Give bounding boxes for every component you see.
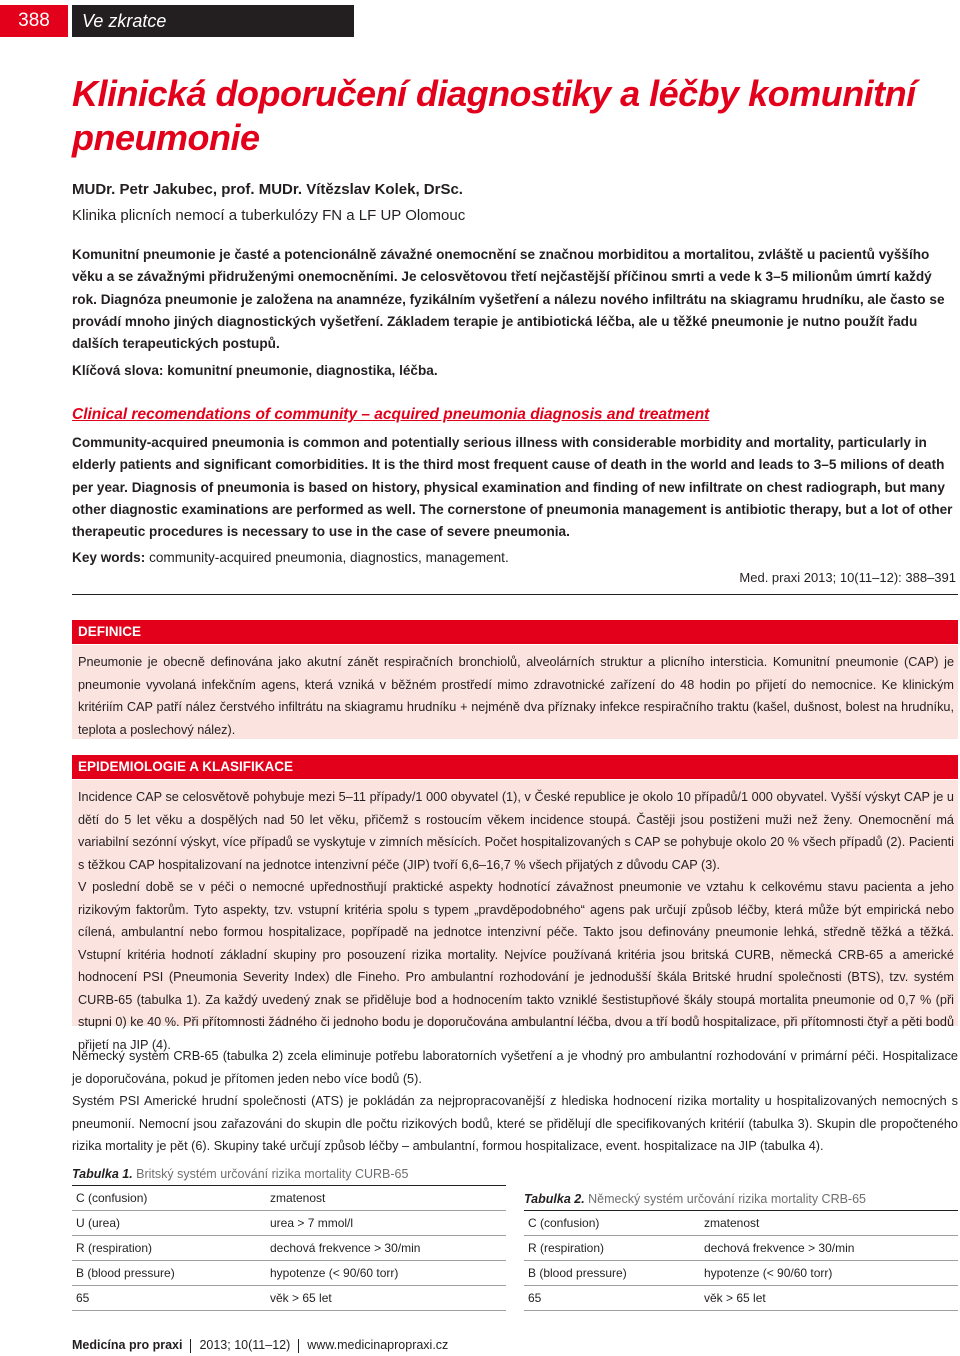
epidemiologie-paragraph-1: Incidence CAP se celosvětově pohybuje mezi 5–11 případy/1 000 obyvatel (1), v České republice je okolo 10 případů/1 000 obyvatel. Vyšší výskyt CAP je u dětí do 5 let věku a dospělých nad 50 let věku, přičemž s rostoucím věkem incidence stoupá. Častěji jsou postiženi muži než ženy. Onemocnění má variabilní sezónní výskyt, více případů se vyskytuje v zimních měsících. Počet hospitalizovaných s CAP se pohybuje okolo 20 % všech případů (2). Pacienti s těžkou CAP hospitalizovaní na jednotce intenzivní péče (JIP) tvoří 6,6–16,7 % všech přijatých z důvodu CAP (3). <box>78 790 954 872</box>
table-cell: hypotenze (< 90/60 torr) <box>266 1261 506 1286</box>
divider <box>72 594 958 595</box>
table-cell: 65 <box>524 1286 700 1311</box>
body-paragraph-1: Německý systém CRB-65 (tabulka 2) zcela eliminuje potřebu laboratorních vyšetření a je vhodný pro ambulantní rozhodování v primární péči. Hospitalizace je doporučována, pokud je přítomen jeden nebo více bodů (5). <box>72 1049 958 1086</box>
authors: MUDr. Petr Jakubec, prof. MUDr. Vítězslav Kolek, DrSc. <box>72 181 463 198</box>
table-row <box>524 1211 958 1236</box>
table-cell: věk > 65 let <box>266 1286 506 1311</box>
affiliation: Klinika plicních nemocí a tuberkulózy FN a LF UP Olomouc <box>72 207 466 224</box>
table-cell: U (urea) <box>72 1211 266 1236</box>
footer-journal: Medicína pro praxi <box>72 1338 183 1352</box>
table-cell: zmatenost <box>266 1186 506 1211</box>
article-title: Klinická doporučení diagnostiky a léčby komunitní pneumonie <box>72 73 916 158</box>
section-heading-definice: DEFINICE <box>72 620 958 644</box>
footer-separator <box>190 1339 191 1353</box>
body-text <box>72 1045 958 1158</box>
table-cell: 65 <box>72 1286 266 1311</box>
table-row <box>72 1261 506 1286</box>
table-1-grid <box>72 1185 506 1311</box>
table-cell: R (respiration) <box>72 1236 266 1261</box>
page-number: 388 <box>0 5 68 37</box>
table-cell: B (blood pressure) <box>72 1261 266 1286</box>
footer-issue: 2013; 10(11–12) <box>199 1338 291 1352</box>
table-cell: dechová frekvence > 30/min <box>266 1236 506 1261</box>
table-cell: urea > 7 mmol/l <box>266 1211 506 1236</box>
epidemiologie-paragraph-2: V poslední době se v péči o nemocné upřednostňují praktické aspekty hodnotící závažnost pneumonie ve vztahu k celkovému stavu pacienta a jeho rizikovým faktorům. Tyto aspekty, tzv. vstupní kritéria spolu s typem „pravděpodobného“ agens pak určují způsob léčby, která může být empirická nebo cílená, ambulantní nebo formou hospitalizace, popřípadě na jednotce intenzivní péče. Takto jsou definovány pneumonie lehká, středně těžká a těžká. Vstupní kritéria hodnotí základní skupiny pro posouzení rizika mortality. Nejvíce používaná kritéria jsou britská CURB, německá CRB-65 a americké hodnocení PSI (Pneumonia Severity Index) dle Fineho. Pro ambulantní rozhodování je jednodušší škála Britské hrudní společnosti (BTS), tzv. systém CURB-65 (tabulka 1). Za každý uvedený znak se přiděluje bod a hodnocením takto vzniklé šestistupňové škály stoupá mortalita pneumonie od 0,7 % (při stupni 0) ke 40 %. Při přítomnosti žádného či jednoho bodu je doporučována ambulantní léčba, dvou a tří bodů hospitalizace, při přítomnosti čtyř a pěti bodů přijetí na JIP (4). <box>78 880 954 1052</box>
keywords-cz-value: komunitní pneumonie, diagnostika, léčba. <box>167 363 438 378</box>
table-cell: C (confusion) <box>72 1186 266 1211</box>
table-2-title: Německý systém určování rizika mortality CRB-65 <box>588 1192 867 1206</box>
keywords-en-value: community-acquired pneumonia, diagnostics, management. <box>149 550 509 565</box>
section-box-epidemiologie <box>72 780 958 1052</box>
table-row <box>524 1286 958 1311</box>
body-paragraph-2: Systém PSI Americké hrudní společnosti (ATS) je pokládán za nejpropracovanější z hlediska hodnocení rizika mortality u hospitalizovaných nemocných s pneumonií. Nemocní jsou zařazováni do skupin dle počtu rizikových bodů, které se přidělují dle specifikovaných kritérií (tabulka 3). Skupin dle propočteného rizika mortality je pět (6). Skupiny také určují způsob léčby – ambulantní, formou hospitalizace, event. hospitalizace na JIP (tabulka 4). <box>72 1094 958 1153</box>
citation: Med. praxi 2013; 10(11–12): 388–391 <box>739 570 956 585</box>
table-cell: hypotenze (< 90/60 torr) <box>700 1261 958 1286</box>
keywords-cz-label: Klíčová slova: <box>72 363 164 378</box>
table-2 <box>524 1190 958 1311</box>
definice-text: Pneumonie je obecně definována jako akutní zánět respiračních bronchiolů, alveolárních struktur a plicního intersticia. Komunitní pneumonie (CAP) je pneumonie vyvolaná infekčním agens, která vzniká v běžném prostředí mimo zdravotnické zařízení do 48 hodin po přijetí do nemocnice. Ke klinickým kritériím CAP patří nález čerstvého infiltrátu na skiagramu hrudníku + nejméně dva příznaky infekce respiračního traktu (kašel, dušnost, bolest na hrudníku, teplota a poslechový nález). <box>78 655 954 737</box>
table-2-grid <box>524 1210 958 1311</box>
section-heading-epidemiologie: EPIDEMIOLOGIE A KLASIFIKACE <box>72 755 958 779</box>
table-cell: R (respiration) <box>524 1236 700 1261</box>
table-1-title: Britský systém určování rizika mortality CURB-65 <box>136 1167 409 1181</box>
table-1 <box>72 1165 506 1311</box>
table-cell: zmatenost <box>700 1211 958 1236</box>
section-box-definice <box>72 645 958 739</box>
page-footer <box>72 1337 448 1353</box>
table-row <box>72 1236 506 1261</box>
keywords-cz <box>72 361 438 381</box>
table-row <box>524 1261 958 1286</box>
table-cell: věk > 65 let <box>700 1286 958 1311</box>
footer-separator <box>298 1339 299 1353</box>
table-cell: C (confusion) <box>524 1211 700 1236</box>
table-row <box>72 1286 506 1311</box>
table-row <box>72 1211 506 1236</box>
keywords-en <box>72 548 509 568</box>
abstract-en: Community-acquired pneumonia is common and potentially serious illness with considerable morbidity and mortality, particularly in elderly patients and significant comorbidities. It is the third most frequent cause of death in the world and leads to 3–5 milions of death per year. Diagnosis of pneumonia is based on history, physical examination and finding of new infiltrate on chest radiograph, but many other diagnostic examinations are performed as well. The cornerstone of pneumonia management is antibiotic therapy, but a lot of other therapeutic procedures is necessary to use in the case of severe pneumonia. <box>72 435 953 540</box>
table-row <box>72 1186 506 1211</box>
section-tag: Ve zkratce <box>72 5 354 37</box>
abstract-cz: Komunitní pneumonie je časté a potencionálně závažné onemocnění se značnou morbiditou a mortalitou, zvláště u pacientů vyššího věku a se závažnými přidruženými onemocněními. Je celosvětovou třetí nejčastější příčinou smrti a vede k 3–5 milionům úmrtí každý rok. Diagnóza pneumonie je založena na anamnéze, fyzikálním vyšetření a nálezu nového infiltrátu na skiagramu hrudníku, ale často se provádí mnoho jiných diagnostických vyšetření. Základem terapie je antibiotická léčba, ale u těžké pneumonie je nutno použít řadu dalších terapeutických postupů. <box>72 247 945 352</box>
keywords-en-label: Key words: <box>72 550 146 565</box>
table-row <box>524 1236 958 1261</box>
footer-website[interactable]: www.medicinapropraxi.cz <box>307 1338 449 1352</box>
table-2-label: Tabulka 2. <box>524 1192 585 1206</box>
table-2-caption <box>524 1190 958 1208</box>
table-cell: B (blood pressure) <box>524 1261 700 1286</box>
table-cell: dechová frekvence > 30/min <box>700 1236 958 1261</box>
english-title: Clinical recomendations of community – acquired pneumonia diagnosis and treatment <box>72 406 710 423</box>
table-1-caption <box>72 1165 506 1183</box>
table-1-label: Tabulka 1. <box>72 1167 133 1181</box>
